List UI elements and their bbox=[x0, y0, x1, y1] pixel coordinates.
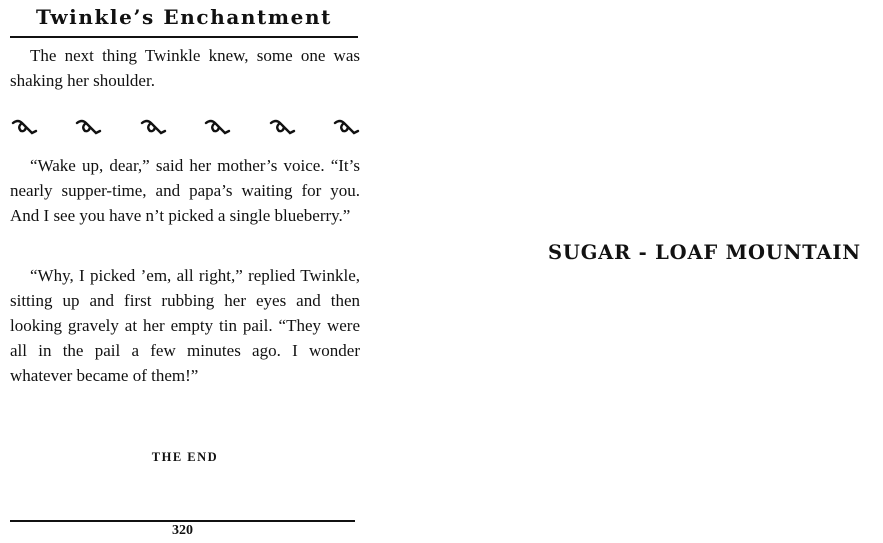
header-rule bbox=[10, 36, 358, 38]
running-head: Twinkle’s Enchantment bbox=[36, 5, 332, 29]
right-page bbox=[370, 0, 883, 543]
paragraph-1: The next thing Twinkle knew, some one was shaking her shoulder. bbox=[10, 46, 360, 90]
page-number: 320 bbox=[172, 523, 193, 538]
fleuron-ornament-icon bbox=[332, 116, 360, 138]
fleuron-ornament-icon bbox=[268, 116, 296, 138]
the-end-label: THE END bbox=[151, 450, 219, 464]
paragraph-3: “Why, I picked ’em, all right,” replied Twinkle, sitting up and first rubbing her eyes and then looking gravely at her empty tin pail. “They were all in the pail a few minutes ago. I wonder whatever became of them!” bbox=[10, 266, 360, 385]
fleuron-ornament-icon bbox=[139, 116, 167, 138]
section-title: SUGAR - LOAF MOUNTAIN bbox=[548, 241, 861, 264]
ornament-row bbox=[10, 114, 360, 140]
paragraph-2: “Wake up, dear,” said her mother’s voice. “It’s nearly supper-time, and papa’s waiting for you. And I see you have n’t picked a single blueberry.” bbox=[10, 156, 360, 225]
fleuron-ornament-icon bbox=[74, 116, 102, 138]
fleuron-ornament-icon bbox=[203, 116, 231, 138]
fleuron-ornament-icon bbox=[10, 116, 38, 138]
footer-rule bbox=[10, 520, 355, 522]
left-page bbox=[0, 0, 370, 543]
